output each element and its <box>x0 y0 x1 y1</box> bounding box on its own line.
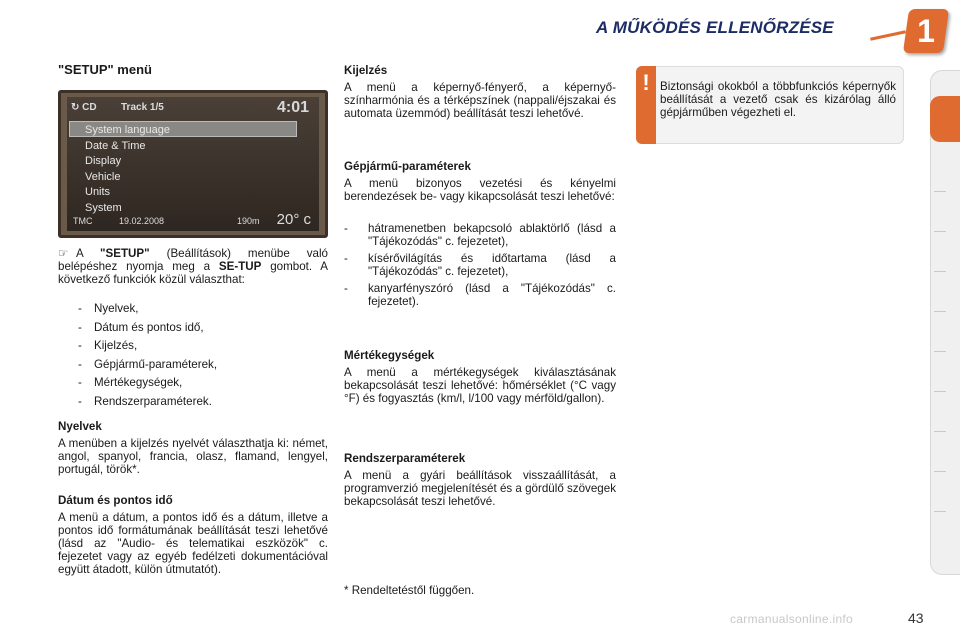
setup-intro: ☞ A "SETUP" (Beállítások) menübe való belépéshez nyomja meg a SE-TUP gombot. A következő funkciók közül választhat: <box>58 247 328 286</box>
nyelvek-heading: Nyelvek <box>58 420 102 433</box>
gepjarmu-heading: Gépjármű-paraméterek <box>344 160 471 173</box>
chapter-number: 1 <box>917 13 935 49</box>
side-tab-active[interactable] <box>930 96 960 142</box>
list-item: - Mértékegységek, <box>78 376 183 390</box>
datum-heading: Dátum és pontos idő <box>58 494 173 507</box>
header-stripe <box>870 30 906 40</box>
screen-menu-item: Vehicle <box>85 170 121 183</box>
screen-distance: 190m <box>237 216 260 226</box>
setup-options-list <box>78 300 328 412</box>
nyelvek-text: A menüben a kijelzés nyelvét választhatja ki: német, angol, spanyol, francia, olasz, flamand, lengyel, portugál, török*. <box>58 437 328 476</box>
screen-menu-item: System <box>85 201 122 214</box>
chapter-title: A MŰKÖDÉS ELLENŐRZÉSE <box>596 18 834 37</box>
tab-divider <box>934 351 946 352</box>
setup-screen-image <box>58 90 328 238</box>
mertek-text: A menü a mértékegységek kiválasztásának bekapcsolását teszi lehetővé: hőmérséklet (°C vagy °F) és fogyasztás (km/l, l/100 vagy mérföld/gallon). <box>344 366 616 405</box>
screen-menu-item: Date & Time <box>85 139 146 152</box>
screen-menu <box>85 123 170 216</box>
screen-track: Track 1/5 <box>121 102 164 113</box>
list-item: - Kijelzés, <box>78 339 138 353</box>
list-item: - hátramenetben bekapcsoló ablaktörlő (lásd a "Tájékozódás" c. fejezetet), <box>344 222 616 248</box>
list-item: - kísérővilágítás és időtartama (lásd a "Tájékozódás" c. fejezetet), <box>344 252 616 278</box>
tab-divider <box>934 471 946 472</box>
tab-divider <box>934 271 946 272</box>
list-item: - Rendszerparaméterek. <box>78 394 212 408</box>
gepjarmu-list <box>344 222 616 308</box>
rendszer-heading: Rendszerparaméterek <box>344 452 466 465</box>
screen-tmc: TMC <box>73 216 93 226</box>
datum-text: A menü a dátum, a pontos idő és a dátum, illetve a pontos idő formátumának beállítását teszi lehetővé (lásd az "Audio- és telematikai eszközök" c. fejezetet vagy az egyéb fedélzeti dokumentációval együtt átadott, külön útmutatót). <box>58 511 328 576</box>
side-tab-strip <box>930 70 960 575</box>
screen-source: ↻ CD <box>71 102 97 113</box>
gepjarmu-text: A menü bizonyos vezetési és kényelmi berendezések be- vagy kikapcsolását teszi lehetővé: <box>344 177 616 203</box>
screen-menu-item: Units <box>85 186 111 198</box>
kijelzes-text: A menü a képernyő-fényerő, a képernyő-színharmónia és a térképszínek (nappali/éjszakai és automata üzemmód) beállítását teszi lehetővé. <box>344 81 616 120</box>
list-item: - kanyarfényszóró (lásd a "Tájékozódás" c. fejezetet). <box>344 282 616 308</box>
list-item: - Nyelvek, <box>78 302 139 315</box>
hand-pointer-icon: ☞ <box>58 247 69 260</box>
rendszer-text: A menü a gyári beállítások visszaállítását, a programverzió megjelenítését és a gördülő szövegek bekapcsolását teszi lehetővé. <box>344 469 616 508</box>
warning-text: Biztonsági okokból a többfunkciós képernyők beállítását a vezető csak és kizárólag álló gépjárműben végezheti el. <box>660 80 896 119</box>
screen-menu-item: Display <box>85 155 122 167</box>
page-number: 43 <box>908 610 924 626</box>
kijelzes-heading: Kijelzés <box>344 64 388 77</box>
screen-menu-item: System language <box>85 124 170 136</box>
screen-temperature: 20° c <box>276 211 311 228</box>
exclamation-icon: ! <box>642 70 650 95</box>
section-title: "SETUP" menü <box>58 62 152 77</box>
footnote: * Rendeltetéstől függően. <box>344 584 475 597</box>
tab-divider <box>934 231 946 232</box>
tab-divider <box>934 391 946 392</box>
tab-divider <box>934 311 946 312</box>
screen-time: 4:01 <box>276 99 309 116</box>
tab-divider <box>934 511 946 512</box>
mertek-heading: Mértékegységek <box>344 349 435 362</box>
list-item: - Gépjármű-paraméterek, <box>78 357 218 371</box>
tab-divider <box>934 431 946 432</box>
list-item: - Dátum és pontos idő, <box>78 320 204 334</box>
tab-divider <box>934 191 946 192</box>
watermark: carmanualsonline.info <box>730 612 854 626</box>
screen-date: 19.02.2008 <box>119 216 165 226</box>
